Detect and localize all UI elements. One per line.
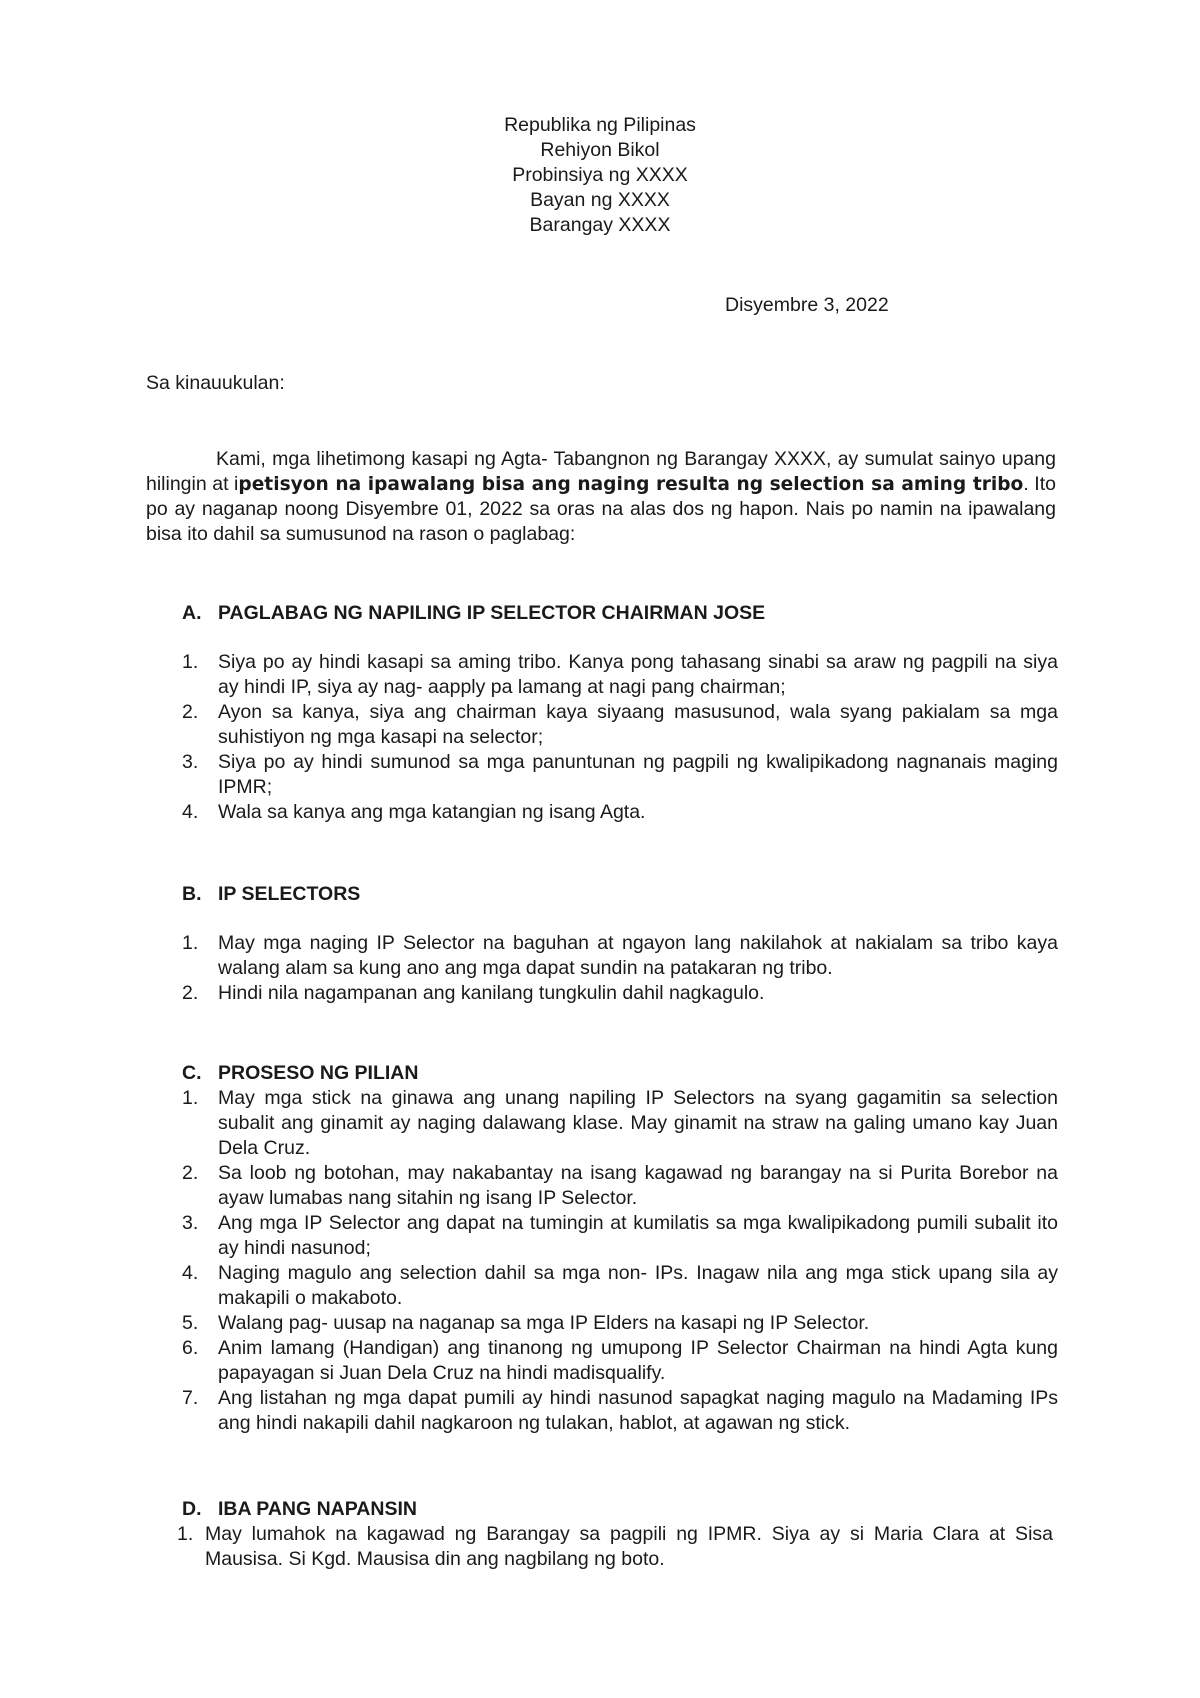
letter-date: Disyembre 3, 2022 [725,294,889,316]
item-number: 5. [182,1312,199,1334]
header-line-town: Bayan ng XXXX [530,189,670,211]
section-b [182,882,1058,1006]
item-number: 2. [182,1162,199,1184]
list-item [182,800,1058,825]
item-number: 6. [182,1337,199,1359]
section-heading [182,882,1058,907]
item-text: May mga stick na ginawa ang unang napiling IP Selectors na syang gagamitin sa selection subalit ang ginamit ay naging dalawang klase. May ginamit na straw na galing umano kay Juan Dela Cruz. [218,1087,1058,1159]
list-item [177,1522,1053,1572]
item-number: 1. [182,1087,199,1109]
section-list [182,931,1058,1006]
section-c [182,1061,1058,1436]
intro-paragraph [146,447,1056,547]
section-list [177,1522,1053,1572]
item-number: 1. [182,932,199,954]
section-letter: D. [182,1498,202,1520]
item-number: 7. [182,1387,199,1409]
list-item [182,700,1058,750]
section-letter: C. [182,1062,202,1084]
item-text: May lumahok na kagawad ng Barangay sa pagpili ng IPMR. Siya ay si Maria Clara at Sisa Mausisa. Si Kgd. Mausisa din ang nagbilang ng boto. [205,1523,1053,1570]
section-letter: B. [182,883,202,905]
list-item [182,650,1058,700]
item-text: May mga naging IP Selector na baguhan at ngayon lang nakilahok at nakialam sa tribo kaya walang alam sa kung ano ang mga dapat sundin na patakaran ng tribo. [218,932,1058,979]
list-item [182,1161,1058,1211]
section-list [182,1086,1058,1436]
list-item [182,931,1058,981]
header-line-province: Probinsiya ng XXXX [512,164,688,186]
section-heading [182,1061,1058,1086]
item-text: Ayon sa kanya, siya ang chairman kaya siyaang masusunod, wala syang pakialam sa mga suhistiyon ng mga kasapi na selector; [218,701,1058,748]
item-number: 1. [177,1523,194,1545]
section-list [182,650,1058,825]
section-d [177,1497,1053,1572]
letterhead [0,113,1200,238]
header-line-barangay: Barangay XXXX [529,214,671,236]
list-item [182,750,1058,800]
item-number: 3. [182,751,199,773]
item-text: Walang pag- uusap na naganap sa mga IP Elders na kasapi ng IP Selector. [218,1312,870,1334]
item-text: Wala sa kanya ang mga katangian ng isang Agta. [218,801,646,823]
list-item [182,1211,1058,1261]
list-item [182,1311,1058,1336]
item-text: Naging magulo ang selection dahil sa mga non- IPs. Inagaw nila ang mga stick upang sila ay makapili o makaboto. [218,1262,1058,1309]
item-text: Siya po ay hindi kasapi sa aming tribo. Kanya pong tahasang sinabi sa araw ng pagpili na siya ay hindi IP, siya ay nag- aapply pa lamang at nagi pang chairman; [218,651,1058,698]
list-item [182,1386,1058,1436]
item-text: Siya po ay hindi sumunod sa mga panuntunan ng pagpili ng kwalipikadong nagnanais maging IPMR; [218,751,1058,798]
list-item [182,1086,1058,1161]
section-heading [177,1497,1053,1522]
header-line-republic: Republika ng Pilipinas [504,114,696,136]
section-title: PAGLABAG NG NAPILING IP SELECTOR CHAIRMAN JOSE [218,602,766,624]
item-text: Sa loob ng botohan, may nakabantay na isang kagawad ng barangay na si Purita Borebor na ayaw lumabas nang sitahin ng isang IP Selector. [218,1162,1058,1209]
salutation: Sa kinauukulan: [146,372,285,394]
item-number: 1. [182,651,199,673]
section-letter: A. [182,602,202,624]
item-text: Ang mga IP Selector ang dapat na tumingin at kumilatis sa mga kwalipikadong pumili subalit ito ay hindi nasunod; [218,1212,1058,1259]
item-text: Anim lamang (Handigan) ang tinanong ng umupong IP Selector Chairman na hindi Agta kung papayagan si Juan Dela Cruz na hindi madisqualify. [218,1337,1058,1384]
item-number: 2. [182,701,199,723]
item-number: 2. [182,982,199,1004]
list-item [182,1336,1058,1386]
section-title: IP SELECTORS [218,883,361,905]
list-item [182,1261,1058,1311]
item-text: Hindi nila nagampanan ang kanilang tungkulin dahil nagkagulo. [218,982,765,1004]
intro-text-end: . Ito po ay naganap noong Disyembre 01, 2022 sa oras na alas dos ng hapon. Nais po namin na ipawalang bisa ito dahil sa sumusunod na rason o paglabag: [146,473,1056,545]
item-number: 3. [182,1212,199,1234]
item-number: 4. [182,1262,199,1284]
section-title: PROSESO NG PILIAN [218,1062,419,1084]
section-heading [182,601,1058,626]
intro-text-bold: petisyon na ipawalang bisa ang naging resulta ng selection sa aming tribo [238,474,1024,495]
list-item [182,981,1058,1006]
item-number: 4. [182,801,199,823]
section-title: IBA PANG NAPANSIN [218,1498,417,1520]
header-line-region: Rehiyon Bikol [540,139,660,161]
section-a [182,601,1058,825]
intro-text-start: Kami, mga lihetimong kasapi ng Agta- Tabangnon ng Barangay XXXX, ay sumulat sainyo upang hilingin at i [146,448,1056,495]
item-text: Ang listahan ng mga dapat pumili ay hindi nasunod sapagkat naging magulo na Madaming IPs ang hindi nakapili dahil nagkaroon ng tulakan, hablot, at agawan ng stick. [218,1387,1058,1434]
